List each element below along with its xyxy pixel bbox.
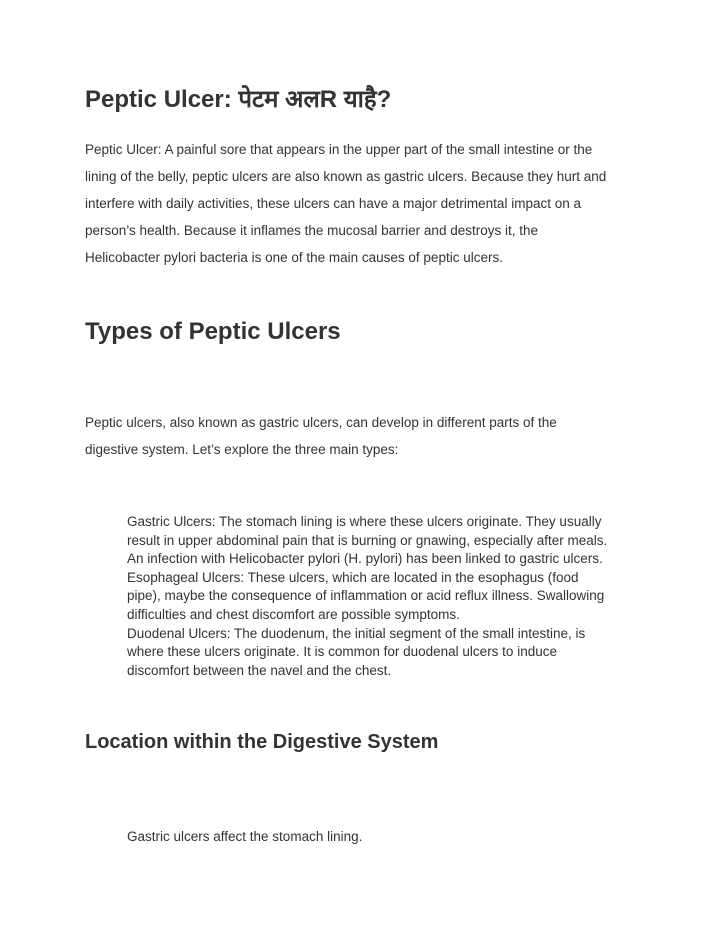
types-heading: Types of Peptic Ulcers [85,318,341,345]
types-list-line: pipe), maybe the consequence of inflammation or acid reflux illness. Swallowing [127,588,605,604]
types-list-line: discomfort between the navel and the chest. [127,662,392,678]
types-list-line: where these ulcers originate. It is common for duodenal ulcers to induce [127,644,557,660]
types-intro-line: digestive system. Let’s explore the three main types: [85,442,399,457]
intro-line: person’s health. Because it inflames the mucosal barrier and destroys it, the [85,223,538,238]
location-heading: Location within the Digestive System [85,731,439,753]
intro-paragraph [85,141,645,276]
types-list-line: An infection with Helicobacter pylori (H. pylori) has been linked to gastric ulcers. [127,551,603,567]
types-list-line: difficulties and chest discomfort are possible symptoms. [127,606,460,622]
intro-line: lining of the belly, peptic ulcers are also known as gastric ulcers. Because they hurt and [85,169,607,184]
types-intro-paragraph [85,414,645,468]
types-list-line: Esophageal Ulcers: These ulcers, which are located in the esophagus (food [127,569,579,585]
types-list [127,513,647,680]
types-list-line: Duodenal Ulcers: The duodenum, the initial segment of the small intestine, is [127,625,586,641]
location-text: Gastric ulcers affect the stomach lining. [127,829,363,844]
page-title: Peptic Ulcer: पेटम अलR याहै? [85,86,392,113]
types-list-line: Gastric Ulcers: The stomach lining is where these ulcers originate. They usually [127,514,602,529]
types-list-line: result in upper abdominal pain that is burning or gnawing, especially after meals. [127,532,608,548]
intro-line: Peptic Ulcer: A painful sore that appears in the upper part of the small intestine or the [85,142,593,157]
intro-line: Helicobacter pylori bacteria is one of the main causes of peptic ulcers. [85,250,503,265]
types-intro-line: Peptic ulcers, also known as gastric ulcers, can develop in different parts of the [85,415,557,430]
intro-line: interfere with daily activities, these ulcers can have a major detrimental impact on a [85,196,581,211]
